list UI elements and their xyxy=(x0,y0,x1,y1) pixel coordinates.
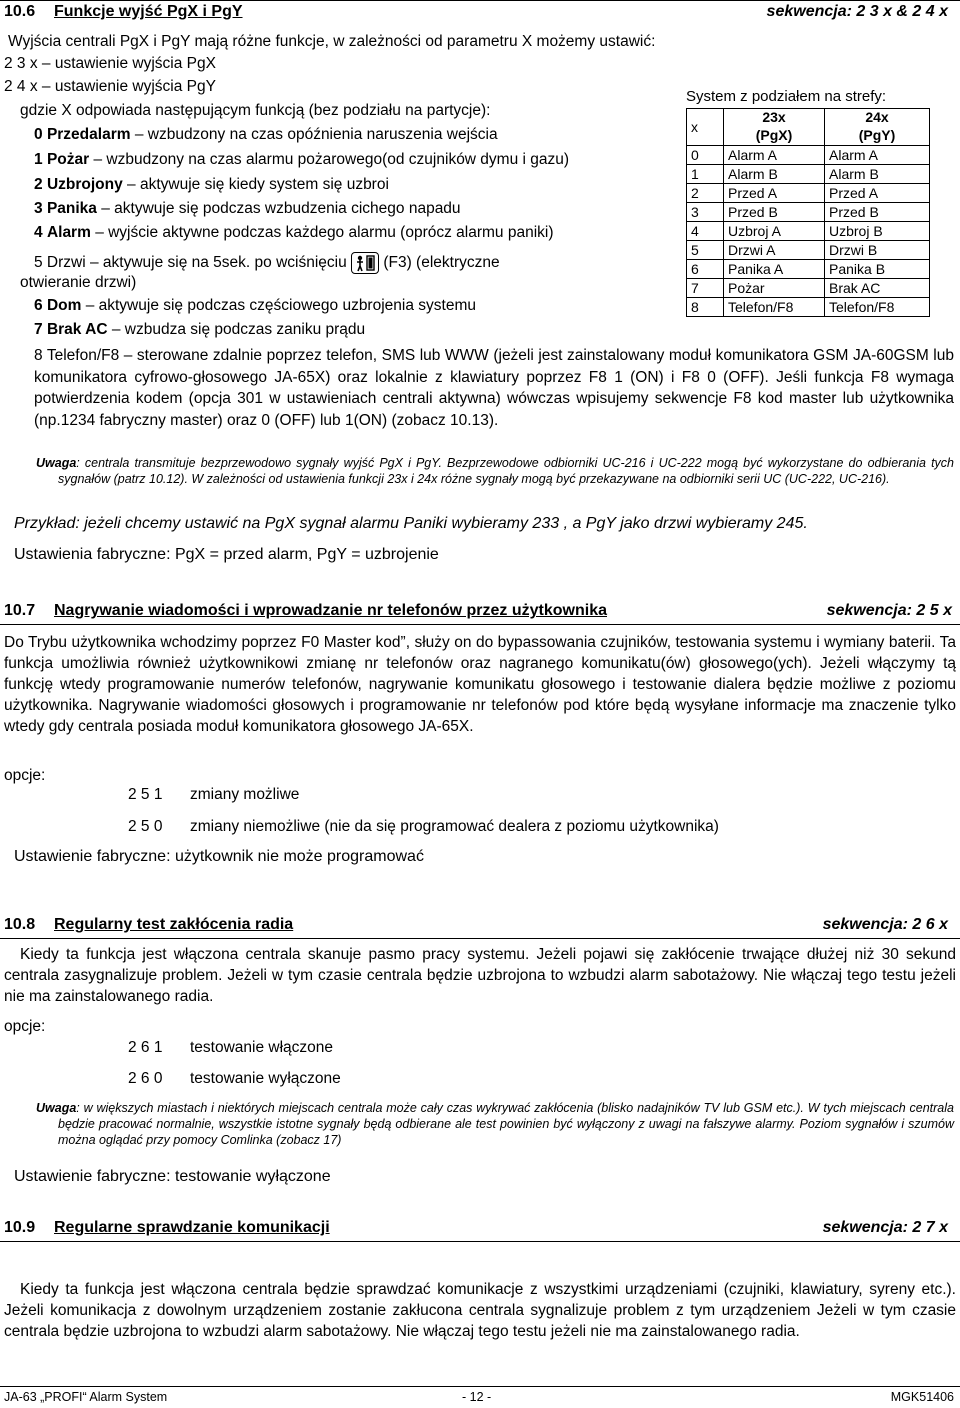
item-1: 1 Pożar – wzbudzony na czas alarmu pożarowego(od czujników dymu i gazu) xyxy=(34,151,570,168)
item-4: 4 Alarm – wyjście aktywne podczas każdego alarmu (oprócz alarmu paniki) xyxy=(34,224,554,241)
table-cell-pgx: Pożar xyxy=(724,279,825,298)
section-number-10-7: 10.7 xyxy=(4,602,36,619)
section-title-10-8: Regularny test zakłócenia radia xyxy=(54,916,294,933)
section-number-10-9: 10.9 xyxy=(4,1219,36,1236)
item-0: 0 Przedalarm – wzbudzony na czas opóźnienia naruszenia wejścia xyxy=(34,126,498,143)
table-row xyxy=(687,146,930,165)
body-10-7: Do Trybu użytkownika wchodzimy poprzez F0 Master kod”, służy on do bypassowania czujników, testowania systemu i wymiany baterii. Ta funkcja umożliwia również użytkownikowi zmianę nr telefonów oraz nagranego komunikatu(ów) głosowego(ych). Jeżeli włączymy tą funkcję wtedy programowanie numerów telefonów, nagrywanie komunikatu głosowego i testowanie dialera będzie możliwe z poziomu użytkownika. Nagrywanie wiadomości głosowych i programowanie nr telefonów pod które będą wysyłane informacje ma znaczenie tylko wtedy gdy centrala posiada moduł komunikatora głosowego JA-65X. xyxy=(4,634,956,735)
table-cell-pgx: Alarm A xyxy=(724,146,825,165)
footer-right: MGK51406 xyxy=(890,1390,954,1404)
opt-250-text: zmiany niemożliwe (nie da się programować dealera z poziomu użytkownika) xyxy=(190,818,719,835)
factory-setting-10-6: Ustawienia fabryczne: PgX = przed alarm, PgY = uzbrojenie xyxy=(14,546,439,563)
table-cell-pgx: Przed B xyxy=(724,203,825,222)
table-cell-pgy: Przed A xyxy=(825,184,930,203)
table-cell-pgy: Panika B xyxy=(825,260,930,279)
table-cell-pgx: Uzbroj A xyxy=(724,222,825,241)
opt-251-code: 2 5 1 xyxy=(128,786,163,803)
item-5: 5 Drzwi – aktywuje się na 5sek. po wciśnięciu (F3) (elektryczne xyxy=(34,252,500,274)
table-row xyxy=(687,241,930,260)
table-row xyxy=(687,279,930,298)
section-number-10-8: 10.8 xyxy=(4,916,36,933)
opt-251-text: zmiany możliwe xyxy=(190,786,300,803)
table-cell-x: 0 xyxy=(687,146,724,165)
table-header-row xyxy=(687,109,930,125)
table-row xyxy=(687,222,930,241)
table-head-pgx: (PgX) xyxy=(724,125,825,146)
table-cell-pgy: Alarm A xyxy=(825,146,930,165)
line-24x: 2 4 x – ustawienie wyjścia PgY xyxy=(4,78,216,95)
table-cell-x: 6 xyxy=(687,260,724,279)
rule-10-8 xyxy=(0,938,960,939)
section-sequence-10-6: sekwencja: 2 3 x & 2 4 x xyxy=(766,3,948,20)
item-8: 8 Telefon/F8 – sterowane zdalnie poprzez telefon, SMS lub WWW (jeżeli jest zainstalowany moduł komunikatora GSM JA-60GSM lub komunikatora cyfrowo-głosowego JA-65X) oraz lokalnie z klawiatury poprzez F8 1 (ON) i F8 0 (OFF). Jeśli funkcja F8 wymaga potwierdzenia kodem (opcja 301 w ustawieniach centrali aktywna) wówczas wpisujemy sekwencje F8 kod master lub użytkownika (np.1234 fabryczny master) oraz 0 (OFF) lub 1(ON) (zobacz 10.13). xyxy=(34,347,954,429)
table-cell-pgy: Brak AC xyxy=(825,279,930,298)
table-head-24x: 24x xyxy=(825,109,930,125)
table-cell-pgx: Panika A xyxy=(724,260,825,279)
table-cell-x: 4 xyxy=(687,222,724,241)
opt-260-code: 2 6 0 xyxy=(128,1070,163,1087)
body-10-9: Kiedy ta funkcja jest włączona centrala będzie sprawdzać komunikacje z wszystkimi urządzeniami (czujniki, klawiatury, syreny etc.). Jeżeli komunikacja z dowolnym urządzeniem zostanie zakłucona centrala sygnalizuje problem z tym urządzeniem Jeżeli w tym czasie centrala będzie uzbrojona to wzbudzi alarm sabotażowy. Nie włączaj tego testu jeżeli nie ma zainstalowanego radia. xyxy=(4,1281,956,1340)
section-number-10-6: 10.6 xyxy=(4,3,36,20)
item-6: 6 Dom – aktywuje się podczas częściowego uzbrojenia systemu xyxy=(34,297,476,314)
item-5-cont: otwieranie drzwi) xyxy=(20,274,137,291)
table-row xyxy=(687,203,930,222)
table-row xyxy=(687,165,930,184)
intro-text: Wyjścia centrali PgX i PgY mają różne funkcje, w zależności od parametru X możemy ustawić: xyxy=(8,33,656,50)
table-cell-x: 1 xyxy=(687,165,724,184)
section-sequence-10-7: sekwencja: 2 5 x xyxy=(826,602,952,619)
item-7: 7 Brak AC – wzbudza się podczas zaniku prądu xyxy=(34,321,366,338)
uwaga-note-10-8: Uwaga: w większych miastach i niektórych miejscach centrala może cały czas wykrywać zakłócenia (blisko nadajników TV lub GSM etc.). W tych miejscach centrala będzie pracować normalnie, wszystkie istotne sygnały będą odbierane ale test powinien być wyłączony z uwagi na fałszywe alarmy. Poziom sygnałów i szumów można oglądać przy pomocy Comlinka (zobacz 17) xyxy=(36,1101,954,1147)
uwaga-note-10-6: Uwaga: centrala transmituje bezprzewodowo sygnały wyjść PgX i PgY. Bezprzewodowe odbiorniki UC-216 i UC-222 mogą być wykorzystane do odbierania tych sygnałów (patrz 10.12). W zależności od ustawienia funkcji 23x i 24x różne sygnały mogą być przekazywane na odbiorniki serii UC (UC-222, UC-216). xyxy=(36,456,954,486)
line-23x: 2 3 x – ustawienie wyjścia PgX xyxy=(4,55,216,72)
zones-table xyxy=(686,108,930,317)
door-key-icon xyxy=(351,252,379,274)
footer-page-number: - 12 - xyxy=(462,1390,492,1404)
section-title-10-6: Funkcje wyjść PgX i PgY xyxy=(54,3,243,20)
opcje-10-7: opcje: xyxy=(4,767,46,784)
table-cell-pgx: Telefon/F8 xyxy=(724,298,825,317)
opt-261-text: testowanie włączone xyxy=(190,1039,334,1056)
opt-260-text: testowanie wyłączone xyxy=(190,1070,341,1087)
footer-left: JA-63 „PROFI“ Alarm System xyxy=(4,1390,168,1404)
opt-250-code: 2 5 0 xyxy=(128,818,163,835)
table-head-23x: 23x xyxy=(724,109,825,125)
opt-261-code: 2 6 1 xyxy=(128,1039,163,1056)
table-cell-x: 7 xyxy=(687,279,724,298)
table-cell-x: 8 xyxy=(687,298,724,317)
item-2: 2 Uzbrojony – aktywuje się kiedy system się uzbroi xyxy=(34,176,389,193)
table-head-pgy: (PgY) xyxy=(825,125,930,146)
table-cell-x: 5 xyxy=(687,241,724,260)
table-cell-pgy: Uzbroj B xyxy=(825,222,930,241)
item-3: 3 Panika – aktywuje się podczas wzbudzenia cichego napadu xyxy=(34,200,461,217)
section-sequence-10-8: sekwencja: 2 6 x xyxy=(822,916,948,933)
footer-rule xyxy=(0,1386,960,1387)
top-rule xyxy=(0,0,960,1)
table-cell-pgy: Alarm B xyxy=(825,165,930,184)
table-caption: System z podziałem na strefy: xyxy=(686,88,887,105)
table-cell-pgx: Przed A xyxy=(724,184,825,203)
body-10-8: Kiedy ta funkcja jest włączona centrala skanuje pasmo pracy systemu. Jeżeli pojawi się zakłócenie trwające dłużej niż 30 sekund centrala zasygnalizuje problem. Jeżeli w tym czasie centrala będzie uzbrojona to wzbudzi alarm sabotażowy. Nie włączaj tego testu jeżeli nie ma zainstalowanego radia. xyxy=(4,946,956,1005)
table-row xyxy=(687,184,930,203)
gdzie-text: gdzie X odpowiada następującym funkcją (bez podziału na partycje): xyxy=(20,102,491,119)
table-cell-pgx: Drzwi A xyxy=(724,241,825,260)
rule-10-7 xyxy=(0,624,960,625)
table-cell-x: 2 xyxy=(687,184,724,203)
table-head-x: x xyxy=(687,109,724,146)
section-title-10-7: Nagrywanie wiadomości i wprowadzanie nr telefonów przez użytkownika xyxy=(54,602,607,619)
table-cell-pgy: Telefon/F8 xyxy=(825,298,930,317)
table-row xyxy=(687,260,930,279)
table-row xyxy=(687,298,930,317)
section-sequence-10-9: sekwencja: 2 7 x xyxy=(822,1219,948,1236)
table-cell-pgy: Przed B xyxy=(825,203,930,222)
opcje-10-8: opcje: xyxy=(4,1018,46,1035)
example-text: Przykład: jeżeli chcemy ustawić na PgX sygnał alarmu Paniki wybieramy 233 , a PgY jako drzwi wybieramy 245. xyxy=(14,515,808,532)
table-cell-pgy: Drzwi B xyxy=(825,241,930,260)
section-title-10-9: Regularne sprawdzanie komunikacji xyxy=(54,1219,330,1236)
factory-setting-10-8: Ustawienie fabryczne: testowanie wyłączone xyxy=(14,1168,331,1185)
table-cell-x: 3 xyxy=(687,203,724,222)
factory-setting-10-7: Ustawienie fabryczne: użytkownik nie może programować xyxy=(14,848,424,865)
rule-10-9 xyxy=(0,1241,960,1242)
table-cell-pgx: Alarm B xyxy=(724,165,825,184)
